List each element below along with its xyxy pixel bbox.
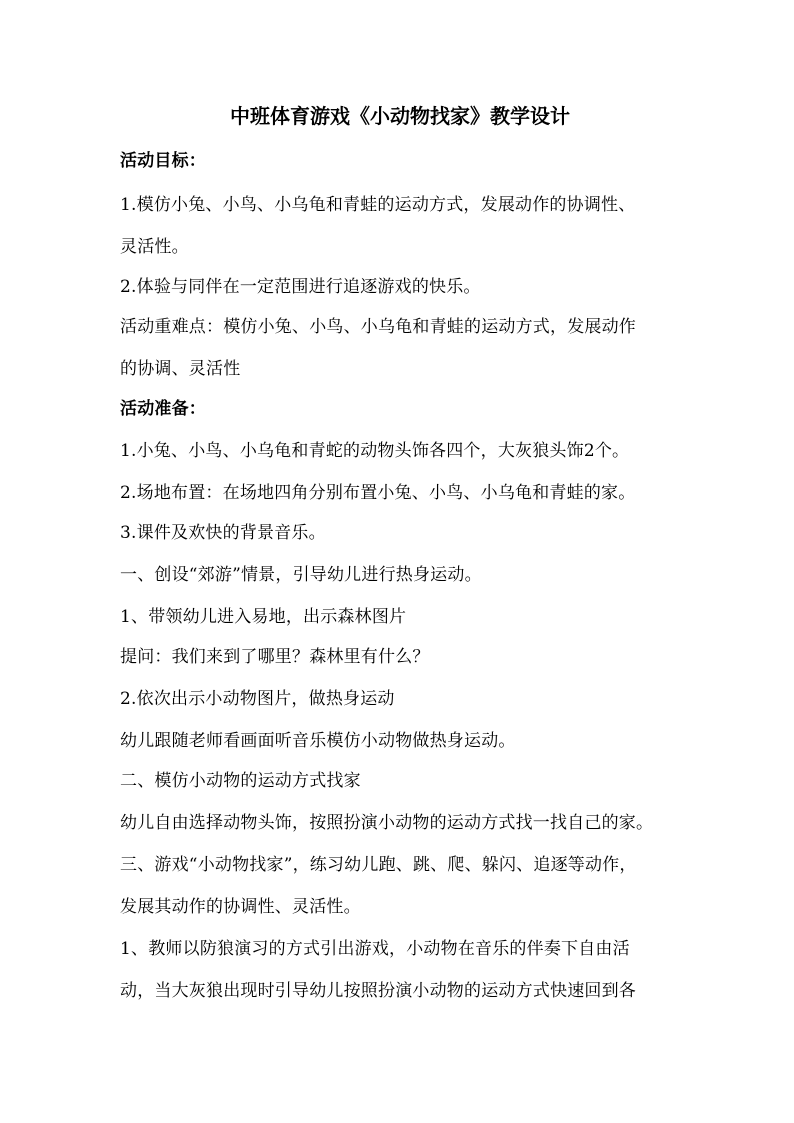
section-heading-goals: 活动目标：: [120, 151, 206, 171]
paragraph-line: 1、带领幼儿进入易地，出示森林图片: [120, 607, 407, 627]
paragraph-line: 2.依次出示小动物图片，做热身运动: [120, 689, 395, 709]
paragraph-line: 发展其动作的协调性、灵活性。: [120, 897, 361, 917]
paragraph-line: 动，当大灰狼出现时引导幼儿按照扮演小动物的运动方式快速回到各: [120, 981, 636, 1001]
paragraph-line: 幼儿自由选择动物头饰，按照扮演小动物的运动方式找一找自己的家。: [120, 813, 654, 833]
paragraph-line: 提问：我们来到了哪里？森林里有什么？: [120, 647, 430, 667]
paragraph-line: 灵活性。: [120, 237, 189, 257]
paragraph-line: 1.模仿小兔、小鸟、小乌龟和青蛙的运动方式，发展动作的协调性、: [120, 195, 636, 215]
paragraph-line: 2.场地布置：在场地四角分别布置小兔、小鸟、小乌龟和青蛙的家。: [120, 483, 636, 503]
paragraph-line: 活动重难点：模仿小兔、小鸟、小乌龟和青蛙的运动方式，发展动作: [120, 317, 636, 337]
paragraph-line: 幼儿跟随老师看画面听音乐模仿小动物做热身运动。: [120, 731, 516, 751]
section-heading-preparation: 活动准备：: [120, 399, 206, 419]
paragraph-line: 二、模仿小动物的运动方式找家: [120, 771, 361, 791]
paragraph-line: 的协调、灵活性: [120, 359, 241, 379]
paragraph-line: 2.体验与同伴在一定范围进行追逐游戏的快乐。: [120, 277, 481, 297]
paragraph-line: 1.小兔、小鸟、小乌龟和青蛇的动物头饰各四个，大灰狼头饰2个。: [120, 441, 630, 461]
paragraph-line: 一、创设“郊游”情景，引导幼儿进行热身运动。: [120, 565, 482, 585]
paragraph-line: 三、游戏“小动物找家”，练习幼儿跑、跳、爬、躲闪、追逐等动作，: [120, 855, 637, 875]
document-title: 中班体育游戏《小动物找家》教学设计: [230, 104, 570, 128]
paragraph-line: 3.课件及欢快的背景音乐。: [120, 523, 326, 543]
paragraph-line: 1、教师以防狼演习的方式引出游戏，小动物在音乐的伴奏下自由活: [120, 939, 630, 959]
